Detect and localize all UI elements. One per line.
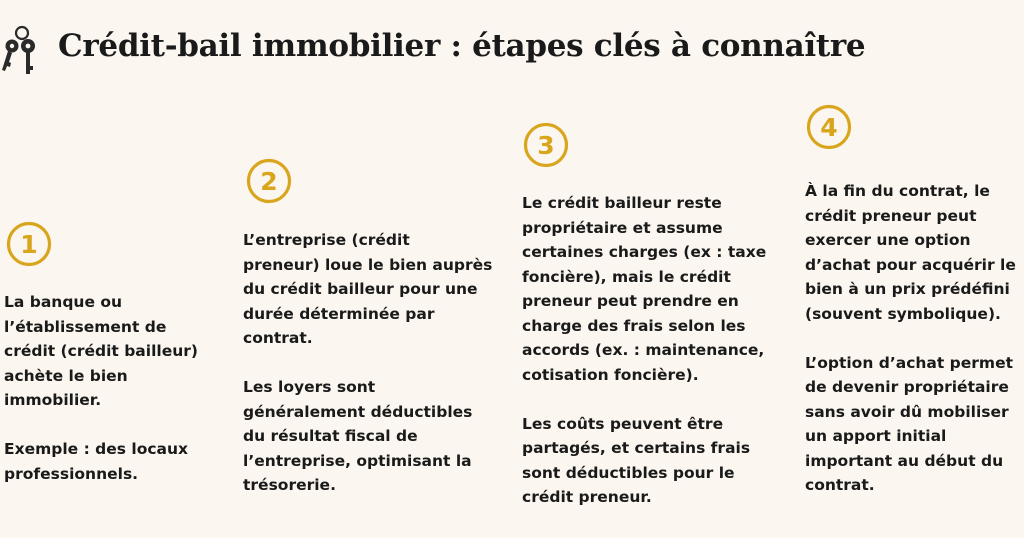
step-3-line: Les coûts peuvent être: [522, 414, 724, 433]
step-1-line: Exemple : des locaux: [4, 440, 189, 458]
step-1-text: [4, 290, 198, 486]
step-4-line: d’achat pour acquérir le: [805, 255, 1016, 274]
step-4-text: [805, 179, 1016, 498]
step-3-line: preneur peut prendre en: [522, 292, 739, 310]
step-4-paragraph-1: [805, 179, 1016, 326]
step-1-paragraph-1: [4, 290, 198, 413]
step-3-line: sont déductibles pour le: [522, 463, 735, 482]
step-4-line: (souvent symbolique).: [805, 304, 1001, 323]
step-3-paragraph-1: [522, 191, 766, 387]
step-2-number-badge: [246, 158, 292, 204]
step-2-line: Les loyers sont: [243, 378, 376, 396]
svg-text:3: 3: [537, 131, 555, 160]
step-4-line: un apport initial: [805, 427, 947, 445]
step-4-line: de devenir propriétaire: [805, 378, 1009, 396]
keys-icon: [0, 24, 40, 76]
step-4-line: contrat.: [805, 476, 875, 494]
step-4-paragraph-2: [805, 351, 1016, 498]
page-title: Crédit-bail immobilier : étapes clés à connaître: [58, 28, 866, 64]
step-3-line: Le crédit bailleur reste: [522, 194, 722, 212]
step-1-line: l’établissement de: [4, 317, 167, 336]
step-3-line: crédit preneur.: [522, 488, 652, 506]
step-4-line: exercer une option: [805, 231, 971, 249]
step-1-paragraph-2: [4, 437, 198, 486]
step-2-line: généralement déductibles: [243, 402, 473, 421]
step-2-paragraph-2: [243, 375, 492, 498]
step-2-line: contrat.: [243, 329, 313, 347]
step-3-line: partagés, et certains frais: [522, 439, 751, 457]
step-3-number-badge: [523, 122, 569, 168]
svg-text:1: 1: [20, 230, 38, 259]
svg-text:4: 4: [820, 113, 838, 142]
step-1-number-badge: [6, 221, 52, 267]
step-3-line: certaines charges (ex : taxe: [522, 243, 767, 261]
step-1-line: professionnels.: [4, 464, 139, 483]
step-2-line: L’entreprise (crédit: [243, 231, 410, 249]
step-4-line: crédit preneur peut: [805, 206, 977, 225]
step-4-line: bien à un prix prédéfini: [805, 280, 1010, 298]
title-row: [0, 22, 1024, 82]
step-2-line: durée déterminée par: [243, 304, 435, 323]
step-2-line: preneur) loue le bien auprès: [243, 255, 493, 274]
step-2-line: du résultat fiscal de: [243, 427, 418, 445]
step-1-line: La banque ou: [4, 293, 123, 311]
step-2-paragraph-1: [243, 228, 492, 351]
step-4-line: sans avoir dû mobiliser: [805, 402, 1009, 421]
step-3-text: [522, 191, 766, 510]
step-2-text: [243, 228, 492, 498]
step-3-line: accords (ex. : maintenance,: [522, 341, 765, 359]
step-4-line: À la fin du contrat, le: [805, 182, 990, 200]
step-3-line: charge des frais selon les: [522, 316, 746, 335]
step-1-line: achète le bien: [4, 366, 128, 385]
step-2-line: du crédit bailleur pour une: [243, 280, 478, 298]
step-3-line: propriétaire et assume: [522, 218, 723, 237]
step-4-line: important au début du: [805, 451, 1004, 470]
step-3-line: foncière), mais le crédit: [522, 267, 731, 286]
step-4-number-badge: [806, 104, 852, 150]
step-3-line: cotisation foncière).: [522, 365, 699, 384]
svg-text:2: 2: [260, 167, 278, 196]
step-2-line: l’entreprise, optimisant la: [243, 451, 472, 470]
step-2-line: trésorerie.: [243, 476, 336, 494]
step-3-paragraph-2: [522, 412, 766, 510]
step-1-line: immobilier.: [4, 391, 102, 409]
step-1-line: crédit (crédit bailleur): [4, 342, 198, 360]
step-4-line: L’option d’achat permet: [805, 353, 1014, 372]
